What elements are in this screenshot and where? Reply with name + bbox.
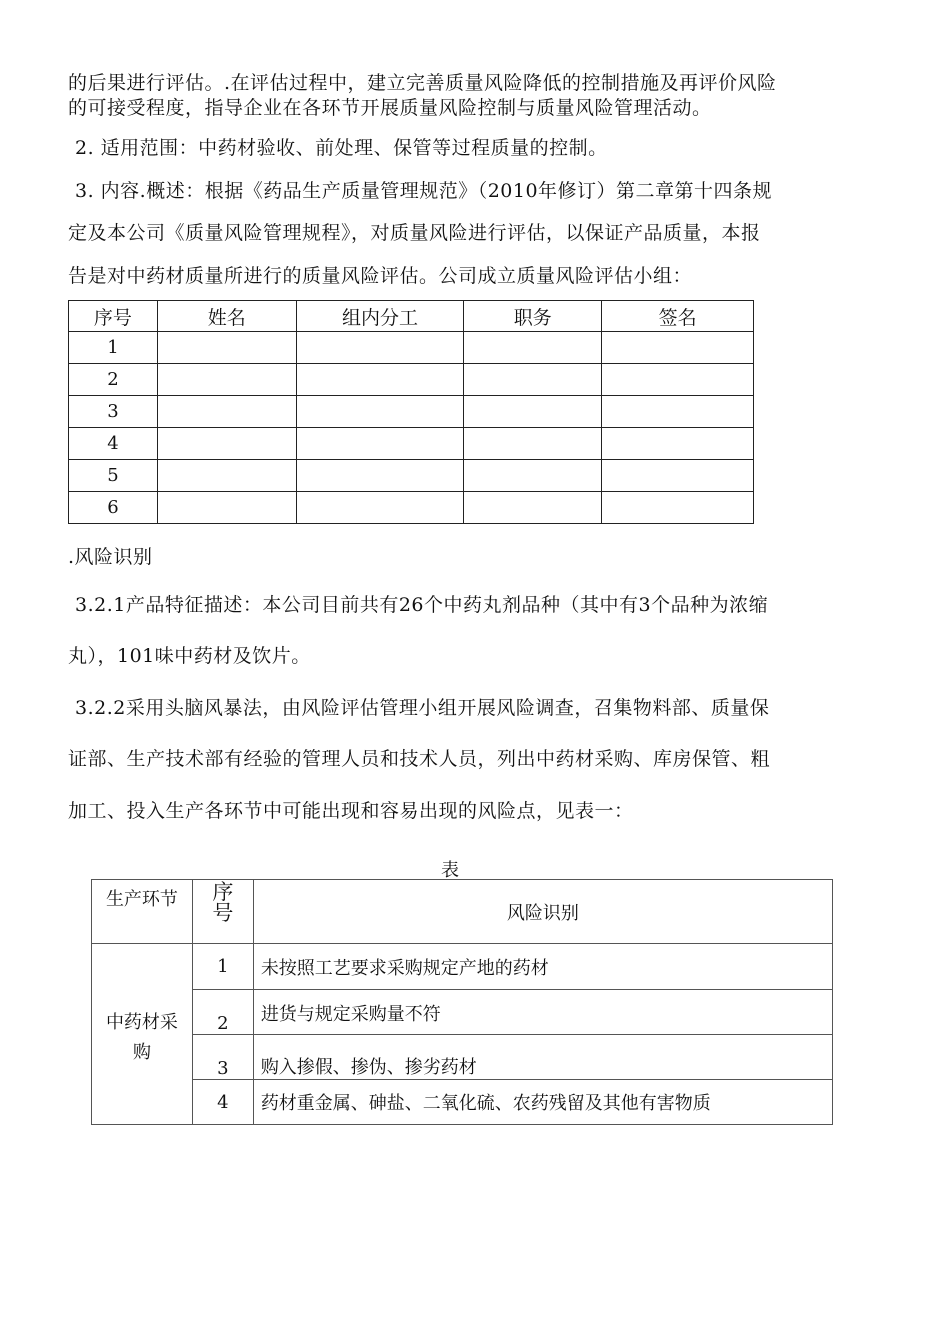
table-row <box>92 1080 833 1125</box>
section-3-line-2: 定及本公司《质量风险管理规程》，对质量风险进行评估，以保证产品质量，本报 <box>68 222 761 244</box>
header-name: 姓名 <box>157 301 296 332</box>
name-cell <box>157 364 296 396</box>
name-cell <box>157 492 296 524</box>
signature-cell <box>602 396 754 428</box>
table-caption: 表 <box>441 860 459 881</box>
signature-cell <box>602 332 754 364</box>
position-cell <box>464 428 602 460</box>
risk-text: 药材重金属、砷盐、二氧化硫、农药残留及其他有害物质 <box>253 1080 832 1125</box>
row-index: 2 <box>69 364 158 396</box>
role-cell <box>296 492 464 524</box>
header-role: 组内分工 <box>296 301 464 332</box>
table-row <box>92 1035 833 1080</box>
table-row <box>69 492 754 524</box>
position-cell <box>464 332 602 364</box>
risk-no: 3 <box>192 1035 253 1080</box>
risk-identification-heading: .风险识别 <box>68 546 153 568</box>
header-position: 职务 <box>464 301 602 332</box>
risk-no: 1 <box>192 944 253 990</box>
name-cell <box>157 396 296 428</box>
name-cell <box>157 460 296 492</box>
header-signature: 签名 <box>602 301 754 332</box>
header-index: 序号 <box>69 301 158 332</box>
team-table <box>68 300 754 524</box>
header-seq-char-1: 序 <box>212 880 234 904</box>
row-index: 1 <box>69 332 158 364</box>
table-row <box>69 460 754 492</box>
stage-line-2: 购 <box>132 1042 151 1063</box>
p322-line-1: 3.2.2采用头脑风暴法，由风险评估管理小组开展风险调查，召集物料部、质量保 <box>75 697 770 719</box>
position-cell <box>464 492 602 524</box>
role-cell <box>296 428 464 460</box>
row-index: 6 <box>69 492 158 524</box>
section-3-line-1: 3. 内容.概述：根据《药品生产质量管理规范》（2010年修订）第二章第十四条规 <box>75 180 773 202</box>
stage-line-1: 中药材采 <box>105 1012 178 1033</box>
risk-table-header <box>92 880 833 944</box>
header-stage: 生产环节 <box>92 880 193 944</box>
section-3-line-3: 告是对中药材质量所进行的质量风险评估。公司成立质量风险评估小组： <box>68 265 693 287</box>
risk-text: 未按照工艺要求采购规定产地的药材 <box>253 944 832 990</box>
table-row <box>92 990 833 1035</box>
table-row <box>69 364 754 396</box>
signature-cell <box>602 460 754 492</box>
role-cell <box>296 364 464 396</box>
risk-text: 购入掺假、掺伪、掺劣药材 <box>253 1035 832 1080</box>
section-2-scope: 2. 适用范围：中药材验收、前处理、保管等过程质量的控制。 <box>75 137 608 159</box>
table-row <box>69 396 754 428</box>
role-cell <box>296 396 464 428</box>
table-row <box>69 332 754 364</box>
p322-line-2: 证部、生产技术部有经验的管理人员和技术人员，列出中药材采购、库房保管、粗 <box>68 748 771 770</box>
stage-cell <box>92 944 193 1125</box>
row-index: 4 <box>69 428 158 460</box>
header-seq <box>192 880 253 944</box>
team-table-header <box>69 301 754 332</box>
role-cell <box>296 460 464 492</box>
intro-line-2: 的可接受程度，指导企业在各环节开展质量风险控制与质量风险管理活动。 <box>68 97 712 119</box>
signature-cell <box>602 492 754 524</box>
signature-cell <box>602 428 754 460</box>
intro-line-1: 的后果进行评估。.在评估过程中，建立完善质量风险降低的控制措施及再评价风险 <box>68 72 777 94</box>
risk-text: 进货与规定采购量不符 <box>253 990 832 1035</box>
p322-line-3: 加工、投入生产各环节中可能出现和容易出现的风险点，见表一： <box>68 800 634 822</box>
row-index: 5 <box>69 460 158 492</box>
risk-no: 2 <box>192 990 253 1035</box>
risk-table <box>91 879 833 1125</box>
signature-cell <box>602 364 754 396</box>
name-cell <box>157 428 296 460</box>
position-cell <box>464 396 602 428</box>
row-index: 3 <box>69 396 158 428</box>
position-cell <box>464 364 602 396</box>
risk-no: 4 <box>192 1080 253 1125</box>
position-cell <box>464 460 602 492</box>
p321-line-2: 丸），101味中药材及饮片。 <box>68 645 311 667</box>
p321-line-1: 3.2.1产品特征描述：本公司目前共有26个中药丸剂品种（其中有3个品种为浓缩 <box>75 594 769 616</box>
header-seq-char-2: 号 <box>212 901 234 925</box>
table-row <box>69 428 754 460</box>
table-row <box>92 944 833 990</box>
name-cell <box>157 332 296 364</box>
header-risk: 风险识别 <box>253 880 832 944</box>
role-cell <box>296 332 464 364</box>
